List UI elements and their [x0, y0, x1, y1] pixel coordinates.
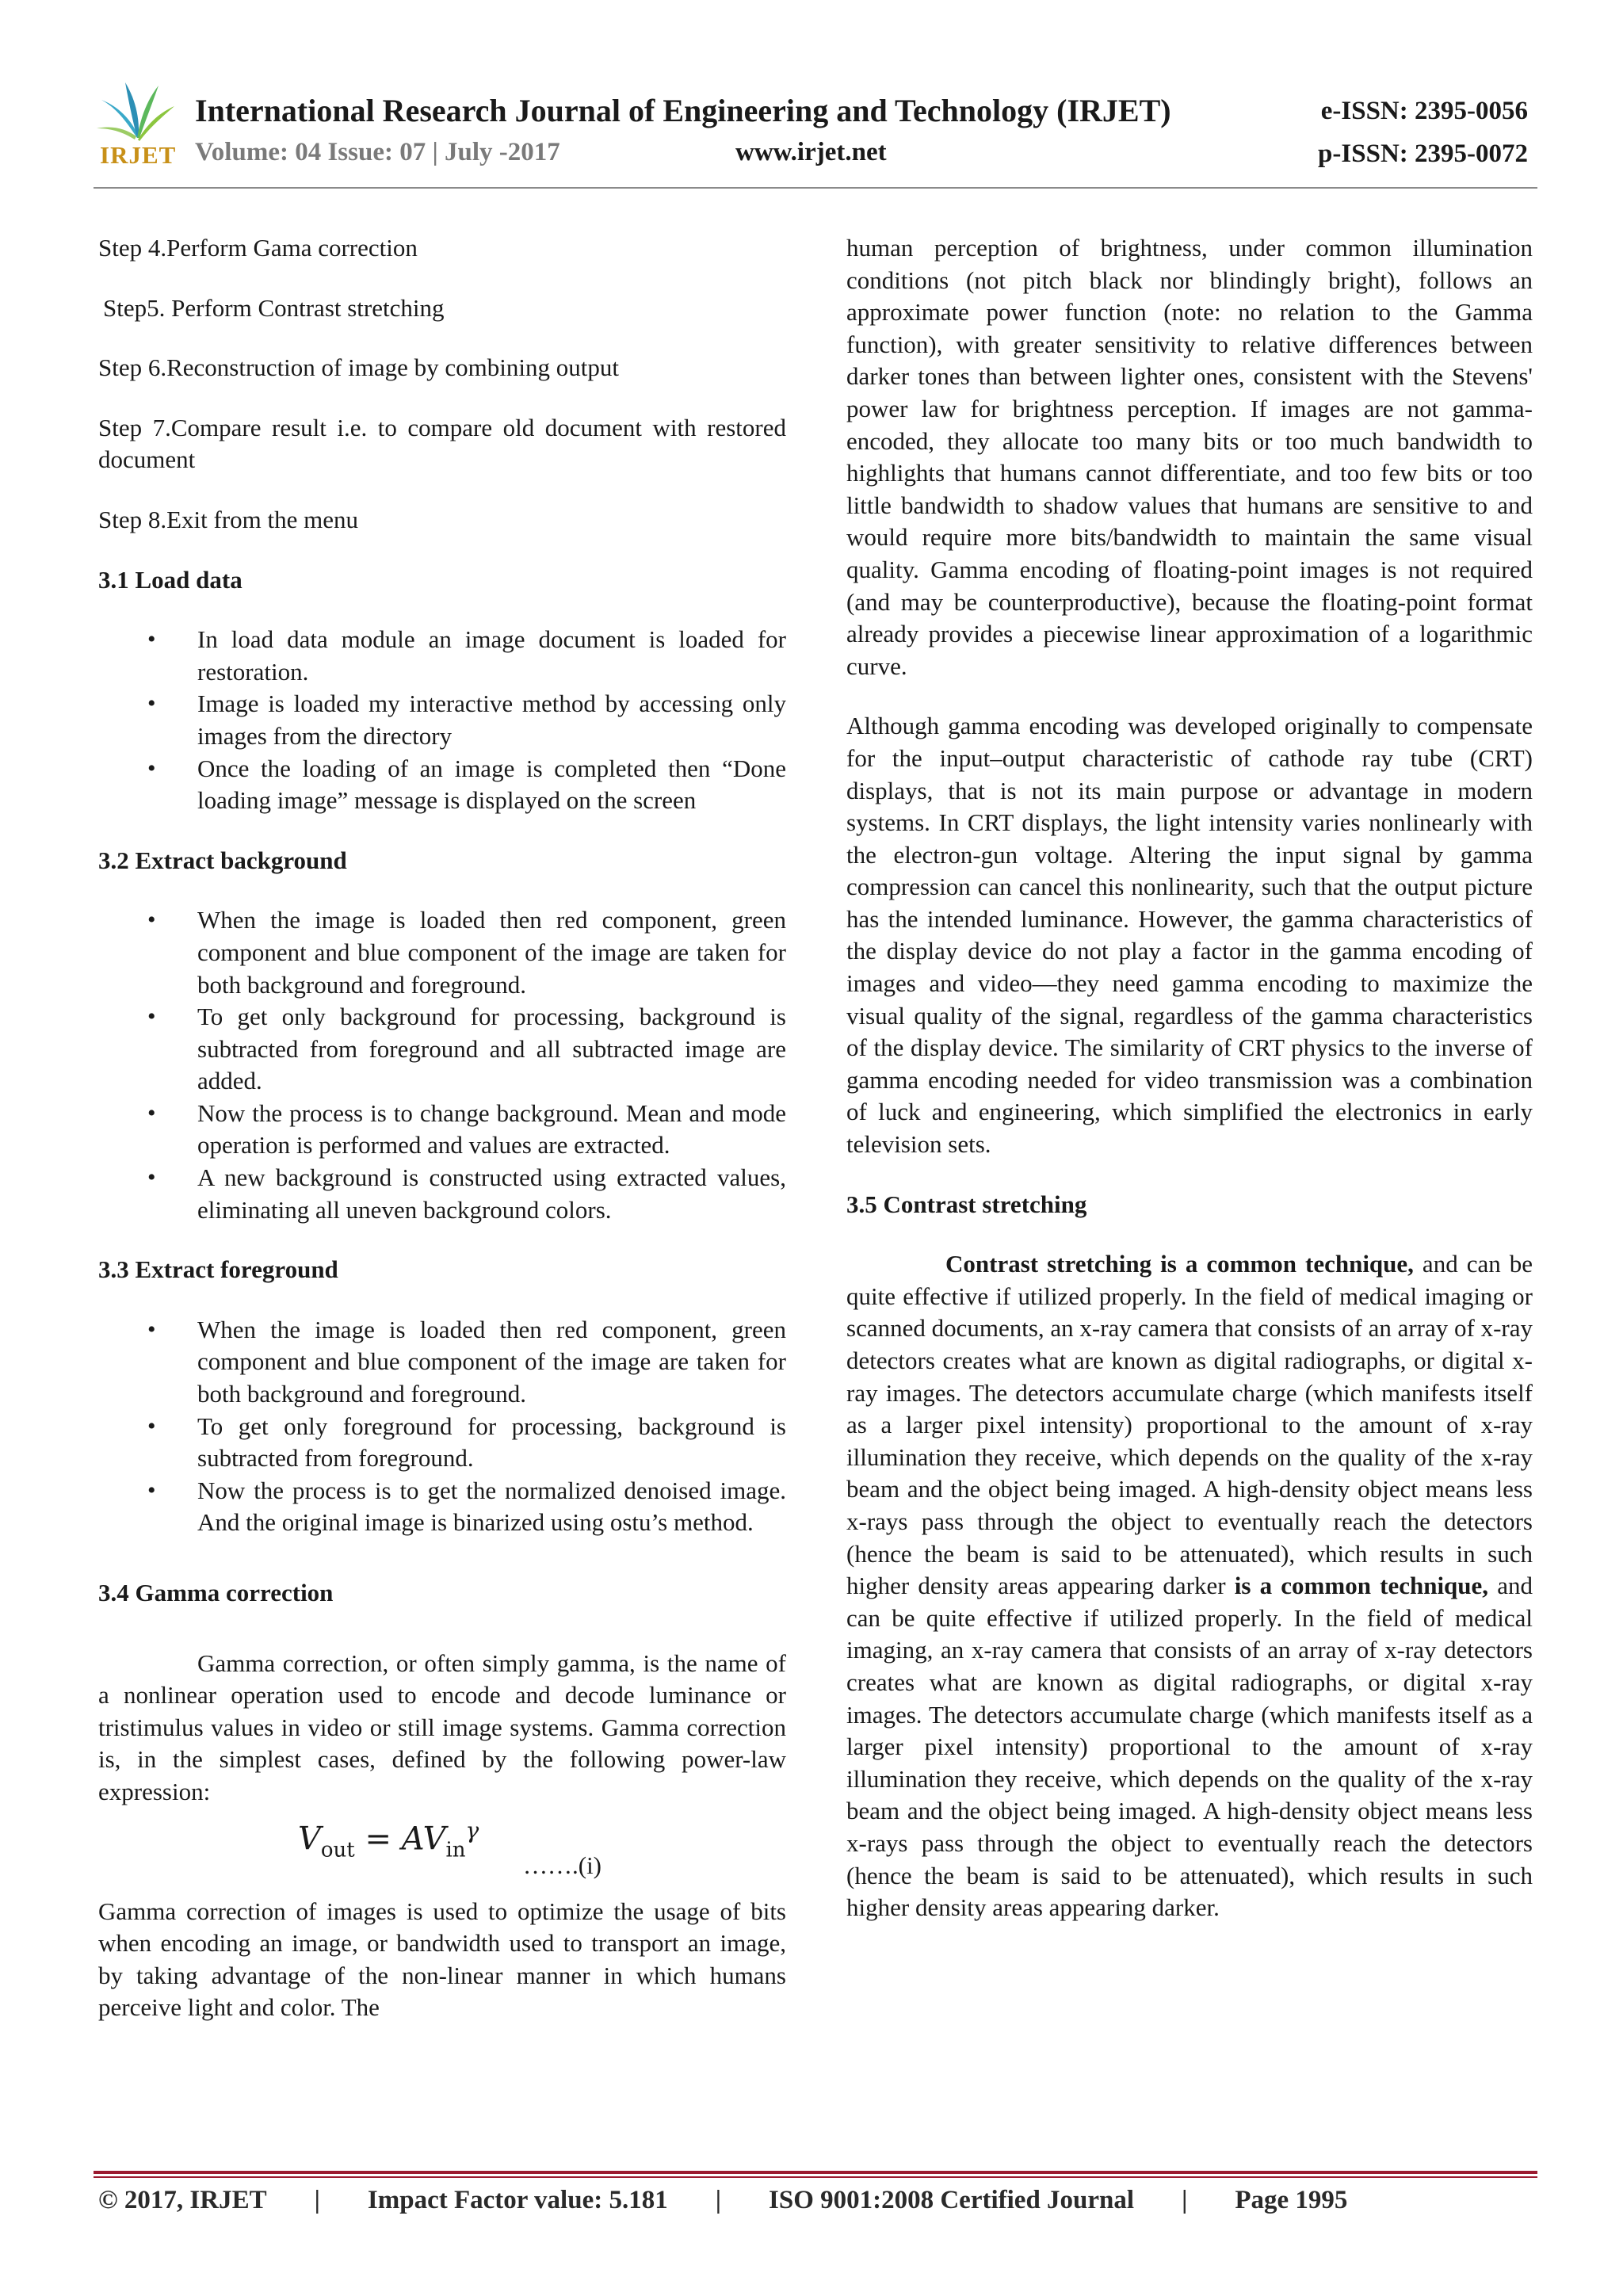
formula-expression: $V_{out} = AV_{in}^\gamma$ — [298, 1817, 479, 1862]
step-7: Step 7.Compare result i.e. to compare old document with restored document — [98, 413, 786, 474]
step-6: Step 6.Reconstruction of image by combining output — [98, 353, 619, 382]
section-3-2-list — [98, 904, 786, 1226]
gamma-paragraph-1: Gamma correction, or often simply gamma, is the name of a nonlinear operation used to encode and decode luminance or tristimulus values in video or still image systems. Gamma correction is, in the simplest cases, defined by the following power-law expression: — [98, 1648, 786, 1805]
journal-title: International Research Journal of Engineering and Technology (IRJET) — [195, 93, 1171, 128]
footer-separator: | — [1182, 2186, 1188, 2214]
bold-phrase: Contrast stretching is a common technique, — [945, 1250, 1414, 1278]
list-item: • Once the loading of an image is completed then “Done loading image” message is displayed on the screen — [197, 753, 786, 817]
list-item: • When the image is loaded then red component, green component and blue component of the image are taken for both background and foreground. — [197, 1314, 786, 1411]
list-item: • Now the process is to get the normalized denoised image. And the original image is binarized using ostu’s method. — [197, 1475, 786, 1539]
footer-iso: ISO 9001:2008 Certified Journal — [769, 2186, 1135, 2214]
footer-copyright: © 2017, IRJET — [98, 2186, 267, 2214]
footer-page-number: Page 1995 — [1235, 2186, 1348, 2214]
section-3-4-heading: 3.4 Gamma correction — [98, 1579, 334, 1606]
footer-separator: | — [715, 2186, 721, 2214]
step-8: Step 8.Exit from the menu — [98, 505, 359, 533]
header-divider — [94, 187, 1537, 189]
left-column — [98, 232, 786, 2052]
page-footer — [98, 2186, 1347, 2215]
perception-paragraph: human perception of brightness, under common illumination conditions (not pitch black nor blindingly bright), follows an approximate power function (note: no relation to the Gamma function), with greater sensitivity to relative differences between darker tones than between lighter ones, consistent with the Stevens' power law for brightness perception. If images are not gamma-encoded, they allocate too many bits or too much bandwidth to highlights that humans cannot differentiate, and too few bits or too little bandwidth to shadow values that humans are sensitive to and would require more bits/bandwidth to maintain the same visual quality. Gamma encoding of floating-point images is not required (and may be counterproductive), because the floating-point format already provides a piecewise linear approximation of a logarithmic curve. — [846, 234, 1533, 680]
step-5: Step5. Perform Contrast stretching — [103, 293, 445, 322]
footer-divider — [94, 2171, 1537, 2174]
footer-divider-thin — [94, 2176, 1537, 2178]
logo-text: IRJET — [100, 141, 177, 169]
list-item: • To get only foreground for processing, background is subtracted from foreground. — [197, 1411, 786, 1475]
p-issn: p-ISSN: 2395-0072 — [1318, 139, 1528, 168]
volume-issue: Volume: 04 Issue: 07 | July -2017 — [195, 138, 560, 166]
section-3-3-heading: 3.3 Extract foreground — [98, 1255, 338, 1284]
footer-separator: | — [314, 2186, 320, 2214]
journal-website: www.irjet.net — [735, 138, 887, 166]
section-3-5-heading: 3.5 Contrast stretching — [846, 1190, 1087, 1218]
gamma-paragraph-2: Gamma correction of images is used to optimize the usage of bits when encoding an image, or bandwidth used to transport an image, by taking advantage of the non-linear manner in which humans perceive light and color. The — [98, 1897, 786, 2022]
footer-impact-factor: Impact Factor value: 5.181 — [367, 2186, 668, 2214]
step-4: Step 4.Perform Gama correction — [98, 234, 418, 262]
bold-phrase: is a common technique, — [1234, 1572, 1489, 1600]
list-item: • A new background is constructed using extracted values, eliminating all uneven background colors. — [197, 1162, 786, 1226]
crt-paragraph: Although gamma encoding was developed originally to compensate for the input–output characteristic of cathode ray tube (CRT) displays, that is not its main purpose or advantage in modern systems. In CRT displays, the light intensity varies nonlinearly with the electron-gun voltage. Altering the input signal by gamma compression can cancel this nonlinearity, such that the output picture has the intended luminance. However, the gamma characteristics of the display device do not play a factor in the gamma encoding of images and video—they need gamma encoding to maximize the visual quality of the signal, regardless of the gamma characteristics of the display device. The similarity of CRT physics to the inverse of gamma encoding needed for video transmission was a combination of luck and engineering, which simplified the electronics in early television sets. — [846, 712, 1533, 1159]
contrast-paragraph: Contrast stretching is a common technique, and can be quite effective if utilized properly. In the field of medical imaging or scanned documents, an x-ray camera that consists of an array of x-ray detectors creates what are known as digital radiographs, or digital x-ray images. The detectors accumulate charge (which manifests itself as a larger pixel intensity) proportional to the amount of x-ray illumination they receive, which depends on the quality of the x-ray beam and the object being imaged. A high-density object means less x-rays pass through the object to eventually reach the detectors (hence the beam is said to be attenuated), which results in such higher density areas appearing darker is a common technique, and can be quite effective if utilized properly. In the field of medical imaging, an x-ray camera that consists of an array of x-ray detectors creates what are known as digital radiographs, or digital x-ray images. The detectors accumulate charge (which manifests itself as a larger pixel intensity) proportional to the amount of x-ray illumination they receive, which depends on the quality of the x-ray beam and the object being imaged. A high-density object means less x-rays pass through the object to eventually reach the detectors (hence the beam is said to be attenuated), which results in such higher density areas appearing darker. — [846, 1250, 1533, 1922]
section-3-1-heading: 3.1 Load data — [98, 565, 242, 594]
list-item: • When the image is loaded then red component, green component and blue component of the image are taken for both background and foreground. — [197, 904, 786, 1001]
section-3-1-list — [98, 624, 786, 817]
list-item: • To get only background for processing, background is subtracted from foreground and all subtracted image are added. — [197, 1001, 786, 1098]
formula-number: …….(i) — [523, 1851, 602, 1879]
e-issn: e-ISSN: 2395-0056 — [1320, 97, 1528, 125]
list-item: • Image is loaded my interactive method by accessing only images from the directory — [197, 688, 786, 752]
list-item: • In load data module an image document is loaded for restoration. — [197, 624, 786, 688]
section-3-2-heading: 3.2 Extract background — [98, 846, 347, 874]
right-column — [846, 232, 1533, 1952]
page-header — [94, 76, 1537, 195]
gamma-formula — [98, 1815, 786, 1883]
section-3-3-list — [98, 1314, 786, 1539]
list-item: • Now the process is to change background. Mean and mode operation is performed and values are extracted. — [197, 1098, 786, 1162]
